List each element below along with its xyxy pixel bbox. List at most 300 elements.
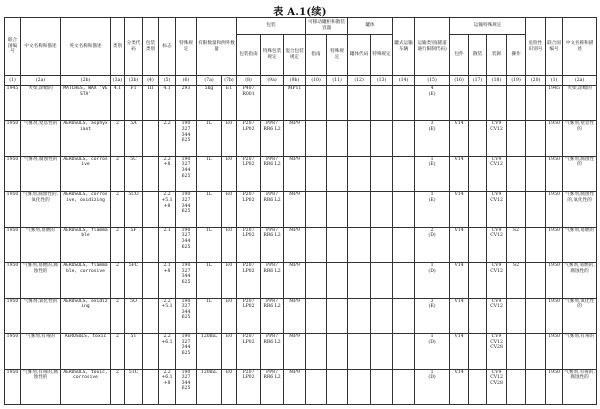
- cell-excepted-qty: E0: [222, 192, 237, 227]
- cell-ts-packages: V14: [450, 121, 469, 156]
- cell-tank-instructions: [306, 263, 327, 298]
- header-class-code: 分类代码: [125, 18, 143, 76]
- cell-ts-operation: S2: [507, 263, 526, 298]
- tunnel-code: (E): [428, 127, 436, 133]
- cell-road-tank-special: [371, 192, 393, 227]
- cell-tank-vehicle: [393, 121, 415, 156]
- cell-packing-instructions: P407 R001: [237, 86, 261, 121]
- cell-packing-group: [143, 121, 159, 156]
- cell-ts-loading: CV9 CV12: [487, 121, 507, 156]
- cell-name-cn: 气雾剂,易燃的,腐蚀性的: [21, 263, 61, 298]
- header-name-cn-repeat: 中文名称和描述: [563, 18, 597, 76]
- cell-class-code: 5FC: [125, 263, 143, 298]
- cell-class-code: 5CO: [125, 192, 143, 227]
- cell-ts-bulk: [469, 227, 487, 262]
- header-special-provisions: 特殊规定: [176, 18, 197, 76]
- cell-packing-instructions: P207 LP02: [237, 298, 261, 333]
- cell-ts-loading: CV9 CV12: [487, 298, 507, 333]
- cell-ts-loading: [487, 86, 507, 121]
- column-number: (2a): [563, 76, 597, 86]
- table-row: [5, 298, 597, 333]
- tunnel-code: (D): [428, 233, 436, 239]
- column-number: (1): [5, 76, 21, 86]
- cell-limited-qty: 1L: [197, 156, 222, 191]
- cell-special-packing: PP87 RR6 L2: [261, 192, 284, 227]
- cell-name-cn-repeat: 气雾剂,易燃的,腐蚀性的: [563, 263, 597, 298]
- cell-name-en: AEROSOLS, toxic: [61, 334, 111, 369]
- cell-name-cn-repeat: 气雾剂,窒息性的: [563, 121, 597, 156]
- header-un-number: 联合国编号: [5, 18, 21, 76]
- cell-ts-bulk: [469, 86, 487, 121]
- cell-tank-special: [327, 298, 348, 333]
- cell-un-number-repeat: 1950: [546, 369, 563, 405]
- cell-class: 2: [111, 227, 125, 262]
- cell-transport-category: [415, 369, 450, 405]
- cell-labels: 2.2 +6.1: [159, 334, 176, 369]
- column-number: (7a): [197, 76, 222, 86]
- cell-ts-packages: V14: [450, 298, 469, 333]
- tunnel-code: (D): [428, 268, 436, 274]
- cell-class-code: 5C: [125, 156, 143, 191]
- cell-tank-instructions: [306, 298, 327, 333]
- header-packing-instructions: 包装指南: [237, 35, 261, 76]
- cell-tank-instructions: [306, 156, 327, 191]
- column-number: (16): [450, 76, 469, 86]
- header-road-tank-special: 特殊规定: [371, 35, 393, 76]
- cell-road-tank-special: [371, 334, 393, 369]
- cell-un-number: 1950: [5, 192, 21, 227]
- cell-ts-bulk: [469, 121, 487, 156]
- cell-tank-code: [348, 121, 371, 156]
- table-body: [5, 86, 597, 405]
- cell-special-packing: PP87 RR6 L2: [261, 298, 284, 333]
- cell-road-tank-special: [371, 156, 393, 191]
- transport-category-value: 1: [430, 192, 434, 198]
- cell-tank-vehicle: [393, 86, 415, 121]
- cell-tank-code: [348, 298, 371, 333]
- cell-packing-group: [143, 156, 159, 191]
- cell-limited-qty: 1L: [197, 263, 222, 298]
- cell-special-packing: [261, 86, 284, 121]
- table-row: [5, 86, 597, 121]
- header-ts-bulk: 散装: [469, 35, 487, 76]
- cell-class: 2: [111, 156, 125, 191]
- cell-un-number: 1945: [5, 86, 21, 121]
- header-tank-vehicle: 罐式运输车辆: [393, 18, 415, 76]
- cell-labels: 2.2 +8: [159, 156, 176, 191]
- table-row: [5, 227, 597, 262]
- cell-road-tank-special: [371, 263, 393, 298]
- cell-un-number: 1950: [5, 227, 21, 262]
- cell-ts-bulk: [469, 369, 487, 405]
- cell-ts-loading: CV9 CV12: [487, 156, 507, 191]
- cell-packing-group: [143, 334, 159, 369]
- column-number: (7b): [222, 76, 237, 86]
- header-limited-quantities: 有限数量和例外数量: [197, 18, 237, 76]
- table-row: [5, 156, 597, 191]
- transport-category-value: 2: [430, 227, 434, 233]
- table-row: [5, 192, 597, 227]
- cell-packing-group: [143, 298, 159, 333]
- cell-mixed-packing: MP9: [284, 156, 306, 191]
- header-ts-packages: 包件: [450, 35, 469, 76]
- column-number: (3b): [125, 76, 143, 86]
- cell-labels: 2.2 +5.1: [159, 298, 176, 333]
- header-portable-tanks: 可移动罐柜和散装容器: [306, 18, 348, 35]
- header-transport-special: 运输特殊规定: [450, 18, 526, 35]
- cell-ts-bulk: [469, 298, 487, 333]
- cell-special-provisions: 293: [176, 86, 197, 121]
- cell-tank-instructions: [306, 227, 327, 262]
- cell-tank-special: [327, 86, 348, 121]
- cell-mixed-packing: MP11: [284, 86, 306, 121]
- column-number: (1): [546, 76, 563, 86]
- cell-tank-special: [327, 121, 348, 156]
- cell-mixed-packing: MP9: [284, 192, 306, 227]
- cell-name-en: AEROSOLS, flammable: [61, 227, 111, 262]
- cell-special-packing: PP87 RR6 L2: [261, 263, 284, 298]
- header-name-cn: 中文名称和描述: [21, 18, 61, 76]
- cell-class: 2: [111, 263, 125, 298]
- cell-special-packing: PP87 RR6 L2: [261, 334, 284, 369]
- tunnel-code: (D): [428, 339, 436, 345]
- cell-transport-category: [415, 227, 450, 262]
- cell-name-en: AEROSOLS, corrosive: [61, 156, 111, 191]
- cell-class: 2: [111, 121, 125, 156]
- header-ts-operation: 操作: [507, 35, 526, 76]
- cell-hazard-number: [526, 121, 546, 156]
- cell-tank-vehicle: [393, 263, 415, 298]
- cell-excepted-qty: E0: [222, 227, 237, 262]
- transport-category-value: 1: [430, 263, 434, 269]
- cell-special-packing: PP87 RR6 L2: [261, 369, 284, 405]
- cell-tank-instructions: [306, 369, 327, 405]
- cell-labels: 2.1 +8: [159, 263, 176, 298]
- cell-tank-vehicle: [393, 298, 415, 333]
- cell-name-cn: 气雾剂,腐蚀性的,氧化性的: [21, 192, 61, 227]
- header-road-tanks: 罐体: [348, 18, 393, 35]
- cell-un-number: 1950: [5, 334, 21, 369]
- cell-tank-instructions: [306, 86, 327, 121]
- column-number: (17): [469, 76, 487, 86]
- cell-hazard-number: [526, 156, 546, 191]
- header-ts-loading: 装卸: [487, 35, 507, 76]
- transport-category-value: 3: [430, 298, 434, 304]
- cell-tank-instructions: [306, 192, 327, 227]
- tunnel-code: (E): [428, 197, 436, 203]
- cell-ts-operation: [507, 334, 526, 369]
- cell-class-code: F1: [125, 86, 143, 121]
- column-number: (8): [237, 76, 261, 86]
- cell-ts-packages: V14: [450, 192, 469, 227]
- header-tank-special: 特殊规定: [327, 35, 348, 76]
- cell-tank-vehicle: [393, 369, 415, 405]
- cell-limited-qty: 1L: [197, 298, 222, 333]
- column-number: (3a): [111, 76, 125, 86]
- cell-tank-special: [327, 156, 348, 191]
- header-tank-instructions: 指南: [306, 35, 327, 76]
- cell-class: 2: [111, 192, 125, 227]
- header-mixed-packing: 混合包装规定: [284, 35, 306, 76]
- cell-name-cn-repeat: 气雾剂,氧化性的: [563, 298, 597, 333]
- cell-limited-qty: 1L: [197, 121, 222, 156]
- cell-name-en: AEROSOLS, asphyxiant: [61, 121, 111, 156]
- cell-hazard-number: [526, 227, 546, 262]
- cell-class-code: 5A: [125, 121, 143, 156]
- cell-ts-bulk: [469, 192, 487, 227]
- cell-packing-instructions: P207 LP02: [237, 369, 261, 405]
- cell-un-number-repeat: 1950: [546, 192, 563, 227]
- cell-tank-instructions: [306, 121, 327, 156]
- cell-name-cn: 气雾剂,有毒的: [21, 334, 61, 369]
- cell-ts-operation: [507, 121, 526, 156]
- cell-class-code: 5F: [125, 227, 143, 262]
- cell-un-number: 1950: [5, 263, 21, 298]
- cell-hazard-number: [526, 86, 546, 121]
- column-number: (11): [327, 76, 348, 86]
- cell-transport-category: [415, 86, 450, 121]
- cell-packing-group: III: [143, 86, 159, 121]
- cell-name-cn: 气雾剂,腐蚀性的: [21, 156, 61, 191]
- cell-name-cn: 气雾剂,窒息性的: [21, 121, 61, 156]
- table-row: [5, 334, 597, 369]
- cell-transport-category: [415, 334, 450, 369]
- cell-tank-code: [348, 369, 371, 405]
- cell-labels: 2.2 +6.1 +8: [159, 369, 176, 405]
- cell-road-tank-special: [371, 86, 393, 121]
- cell-name-en: AEROSOLS, flammable, corrosive: [61, 263, 111, 298]
- cell-tank-instructions: [306, 334, 327, 369]
- cell-transport-category: [415, 298, 450, 333]
- cell-un-number: 1950: [5, 121, 21, 156]
- cell-special-provisions: 190 327 344 625: [176, 227, 197, 262]
- cell-limited-qty: 120mL: [197, 369, 222, 405]
- column-number-row: [5, 76, 597, 86]
- cell-packing-group: [143, 369, 159, 405]
- cell-road-tank-special: [371, 121, 393, 156]
- transport-category-value: 4: [430, 86, 434, 91]
- table-row: [5, 369, 597, 405]
- tunnel-code: (E): [428, 162, 436, 168]
- cell-ts-loading: CV9 CV12: [487, 263, 507, 298]
- cell-ts-loading: CV9 CV12: [487, 227, 507, 262]
- cell-excepted-qty: E0: [222, 121, 237, 156]
- transport-category-value: 1: [430, 369, 434, 375]
- cell-class: 2: [111, 369, 125, 405]
- cell-special-provisions: 190 327 344 625: [176, 334, 197, 369]
- cell-packing-instructions: P207 LP02: [237, 121, 261, 156]
- cell-special-packing: PP87 RR6 L2: [261, 227, 284, 262]
- header-packing-group: 包装类别: [143, 18, 159, 76]
- table-row: [5, 121, 597, 156]
- cell-labels: 4.1: [159, 86, 176, 121]
- cell-ts-loading: CV9 CV12: [487, 192, 507, 227]
- cell-special-packing: PP87 RR6 L2: [261, 156, 284, 191]
- cell-tank-code: [348, 156, 371, 191]
- header-class: 类别: [111, 18, 125, 76]
- cell-ts-operation: [507, 298, 526, 333]
- cell-tank-code: [348, 263, 371, 298]
- cell-excepted-qty: E1: [222, 86, 237, 121]
- cell-un-number: 1950: [5, 369, 21, 405]
- cell-un-number-repeat: 1950: [546, 334, 563, 369]
- cell-limited-qty: 1L: [197, 192, 222, 227]
- cell-mixed-packing: MP9: [284, 121, 306, 156]
- cell-name-cn-repeat: 气雾剂,有毒的,腐蚀性的: [563, 369, 597, 405]
- cell-un-number: 1950: [5, 298, 21, 333]
- column-number: (5): [159, 76, 176, 86]
- cell-special-provisions: 190 327 344 625: [176, 263, 197, 298]
- cell-hazard-number: [526, 369, 546, 405]
- cell-special-provisions: 190 327 344 625: [176, 298, 197, 333]
- cell-un-number-repeat: 1950: [546, 121, 563, 156]
- header-hazard-number: 危险性识别号: [526, 18, 546, 76]
- cell-mixed-packing: MP9: [284, 227, 306, 262]
- column-number: (9a): [261, 76, 284, 86]
- cell-name-cn-repeat: 气雾剂,有毒的: [563, 334, 597, 369]
- cell-road-tank-special: [371, 298, 393, 333]
- cell-tank-special: [327, 192, 348, 227]
- header-tank-code: 罐体代码: [348, 35, 371, 76]
- cell-tank-code: [348, 227, 371, 262]
- cell-limited-qty: 1L: [197, 227, 222, 262]
- cell-labels: 2.2 +5.1 +8: [159, 192, 176, 227]
- cell-name-cn-repeat: 火柴,涂蜡的: [563, 86, 597, 121]
- cell-hazard-number: [526, 298, 546, 333]
- cell-un-number-repeat: 1950: [546, 263, 563, 298]
- cell-packing-group: [143, 192, 159, 227]
- column-number: (2a): [21, 76, 61, 86]
- transport-category-value: 1: [430, 156, 434, 162]
- cell-ts-packages: V14: [450, 156, 469, 191]
- cell-class: 4.1: [111, 86, 125, 121]
- cell-transport-category: [415, 121, 450, 156]
- cell-special-provisions: 190 327 344 625: [176, 121, 197, 156]
- cell-name-cn-repeat: 气雾剂,易燃的: [563, 227, 597, 262]
- cell-un-number-repeat: 1945: [546, 86, 563, 121]
- cell-hazard-number: [526, 192, 546, 227]
- cell-tank-special: [327, 227, 348, 262]
- cell-ts-packages: V14: [450, 369, 469, 405]
- page-title: 表 A.1(续): [273, 7, 327, 18]
- header-special-packing: 特殊包装规定: [261, 35, 284, 76]
- cell-transport-category: [415, 263, 450, 298]
- cell-packing-instructions: P207 LP02: [237, 227, 261, 262]
- column-number: (15): [415, 76, 450, 86]
- cell-tank-vehicle: [393, 227, 415, 262]
- cell-ts-bulk: [469, 156, 487, 191]
- cell-un-number-repeat: 1950: [546, 227, 563, 262]
- cell-ts-packages: V14: [450, 263, 469, 298]
- cell-hazard-number: [526, 263, 546, 298]
- cell-labels: 2.1: [159, 227, 176, 262]
- column-number: (4): [143, 76, 159, 86]
- cell-class-code: 5O: [125, 298, 143, 333]
- cell-transport-category: [415, 156, 450, 191]
- cell-mixed-packing: MP9: [284, 334, 306, 369]
- cell-un-number-repeat: 1950: [546, 156, 563, 191]
- cell-name-cn: 气雾剂,有毒的,腐蚀性的: [21, 369, 61, 405]
- cell-packing-instructions: P207 LP02: [237, 263, 261, 298]
- cell-ts-packages: V14: [450, 227, 469, 262]
- header-un-number-repeat: 联合国编号: [546, 18, 563, 76]
- cell-name-en: MATCHES, WAX 'VESTA': [61, 86, 111, 121]
- header-labels: 标志: [159, 18, 176, 76]
- cell-packing-group: [143, 227, 159, 262]
- column-number: (6): [176, 76, 197, 86]
- cell-excepted-qty: E0: [222, 156, 237, 191]
- cell-class-code: 5T: [125, 334, 143, 369]
- column-number: (13): [371, 76, 393, 86]
- cell-limited-qty: 5kg: [197, 86, 222, 121]
- cell-special-packing: PP87 RR6 L2: [261, 121, 284, 156]
- column-number: (12): [348, 76, 371, 86]
- transport-category-value: 1: [430, 334, 434, 340]
- column-number: (20): [526, 76, 546, 86]
- cell-class-code: 5TC: [125, 369, 143, 405]
- cell-excepted-qty: E0: [222, 334, 237, 369]
- header-name-en: 英文名称和描述: [61, 18, 111, 76]
- cell-name-cn-repeat: 气雾剂,腐蚀性的: [563, 156, 597, 191]
- header-packaging: 包装: [237, 18, 306, 35]
- cell-tank-code: [348, 334, 371, 369]
- cell-name-cn-repeat: 气雾剂,腐蚀性的,氧化性的: [563, 192, 597, 227]
- dangerous-goods-table: [4, 17, 597, 405]
- column-number: (19): [507, 76, 526, 86]
- cell-name-cn: 火柴,涂蜡的: [21, 86, 61, 121]
- cell-tank-vehicle: [393, 156, 415, 191]
- tunnel-code: (D): [428, 375, 436, 381]
- header-transport-category: 运输类别(隧道通行限制代码): [415, 18, 450, 76]
- cell-excepted-qty: E0: [222, 369, 237, 405]
- cell-name-cn: 气雾剂,易燃的: [21, 227, 61, 262]
- cell-ts-operation: S2: [507, 227, 526, 262]
- cell-ts-loading: CV9 CV12 CV28: [487, 369, 507, 405]
- cell-special-provisions: 190 327 344 625: [176, 192, 197, 227]
- cell-road-tank-special: [371, 227, 393, 262]
- cell-ts-packages: [450, 86, 469, 121]
- cell-ts-operation: [507, 156, 526, 191]
- tunnel-code: (E): [428, 91, 436, 97]
- cell-ts-bulk: [469, 263, 487, 298]
- table-row: [5, 263, 597, 298]
- cell-transport-category: [415, 192, 450, 227]
- cell-limited-qty: 120mL: [197, 334, 222, 369]
- cell-packing-instructions: P207 LP02: [237, 334, 261, 369]
- cell-packing-group: [143, 263, 159, 298]
- cell-excepted-qty: E0: [222, 263, 237, 298]
- cell-tank-vehicle: [393, 334, 415, 369]
- cell-name-en: AEROSOLS, toxic, corrosive: [61, 369, 111, 405]
- cell-class: 2: [111, 298, 125, 333]
- cell-excepted-qty: E0: [222, 298, 237, 333]
- cell-ts-operation: [507, 86, 526, 121]
- cell-tank-code: [348, 192, 371, 227]
- cell-hazard-number: [526, 334, 546, 369]
- cell-tank-vehicle: [393, 192, 415, 227]
- cell-ts-loading: CV9 CV12 CV28: [487, 334, 507, 369]
- cell-name-en: AEROSOLS, corrosive, oxidizing: [61, 192, 111, 227]
- cell-name-en: AEROSOLS, oxidizing: [61, 298, 111, 333]
- cell-tank-special: [327, 334, 348, 369]
- column-number: (18): [487, 76, 507, 86]
- cell-name-cn: 气雾剂,氧化性的: [21, 298, 61, 333]
- cell-special-provisions: 190 327 344 625: [176, 156, 197, 191]
- column-number: (2b): [61, 76, 111, 86]
- cell-ts-operation: [507, 369, 526, 405]
- cell-class: 2: [111, 334, 125, 369]
- cell-special-provisions: 190 327 344 625: [176, 369, 197, 405]
